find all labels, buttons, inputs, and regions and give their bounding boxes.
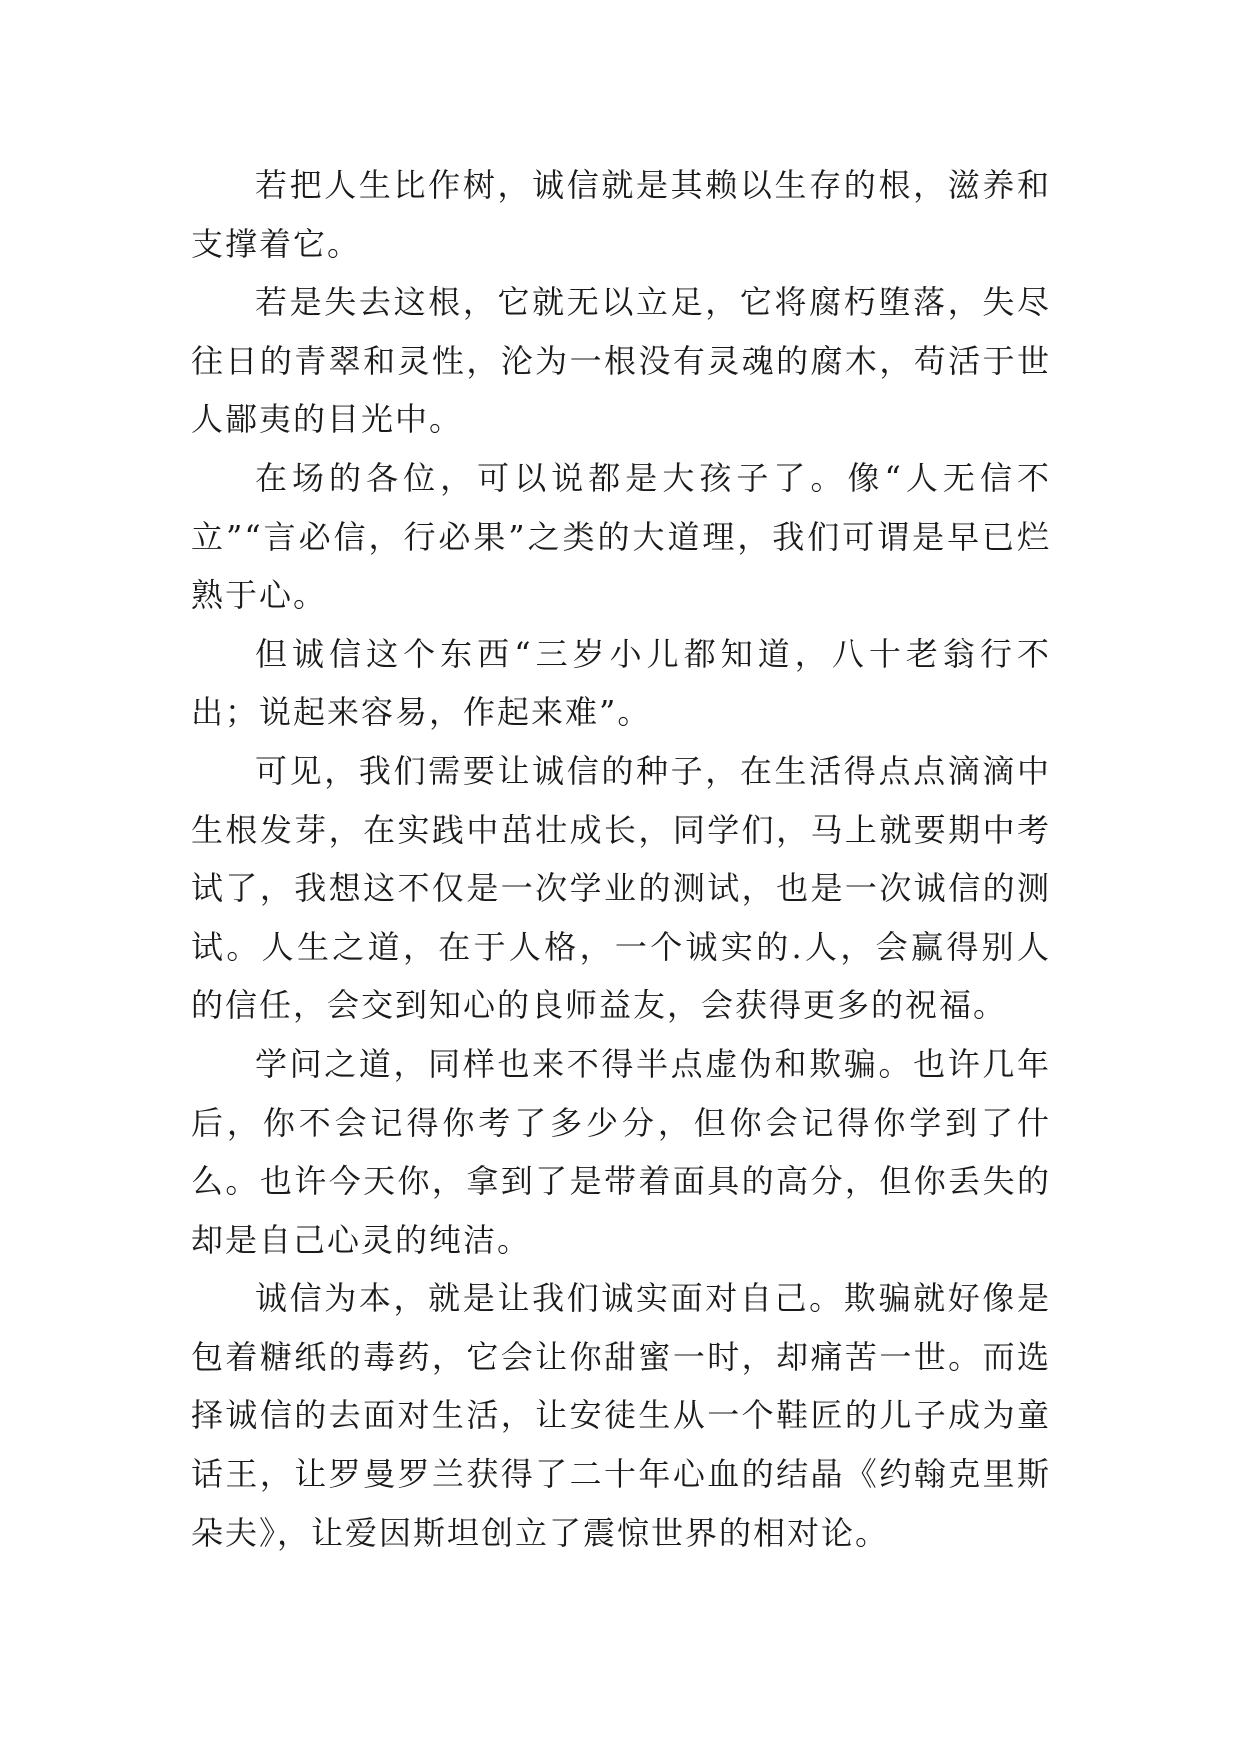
paragraph: 可见，我们需要让诚信的种子，在生活得点点滴滴中生根发芽，在实践中茁壮成长，同学们，马上就要期中考试了，我想这不仅是一次学业的测试，也是一次诚信的测试。人生之道，在于人格，一个诚实的.人，会赢得别人的信任，会交到知心的良师益友，会获得更多的祝福。 <box>191 751 1051 1025</box>
paragraph: 在场的各位，可以说都是大孩子了。像“人无信不立”“言必信，行必果”之类的大道理，我们可谓是早已烂熟于心。 <box>191 458 1051 615</box>
paragraph: 若把人生比作树，诚信就是其赖以生存的根，滋养和支撑着它。 <box>191 166 1051 263</box>
paragraph: 学问之道，同样也来不得半点虚伪和欺骗。也许几年后，你不会记得你考了多少分，但你会记得你学到了什么。也许今天你，拿到了是带着面具的高分，但你丢失的却是自己心灵的纯洁。 <box>191 1044 1051 1259</box>
paragraph: 若是失去这根，它就无以立足，它将腐朽堕落，失尽往日的青翠和灵性，沦为一根没有灵魂的腐木，苟活于世人鄙夷的目光中。 <box>191 283 1051 439</box>
paragraph: 但诚信这个东西“三岁小儿都知道，八十老翁行不出；说起来容易，作起来难”。 <box>191 634 1051 732</box>
document-body <box>191 156 1051 1562</box>
paragraph: 诚信为本，就是让我们诚实面对自己。欺骗就好像是包着糖纸的毒药，它会让你甜蜜一时，却痛苦一世。而选择诚信的去面对生活，让安徒生从一个鞋匠的儿子成为童话王，让罗曼罗兰获得了二十年心血的结晶《约翰克里斯朵夫》，让爱因斯坦创立了震惊世界的相对论。 <box>191 1279 1051 1552</box>
